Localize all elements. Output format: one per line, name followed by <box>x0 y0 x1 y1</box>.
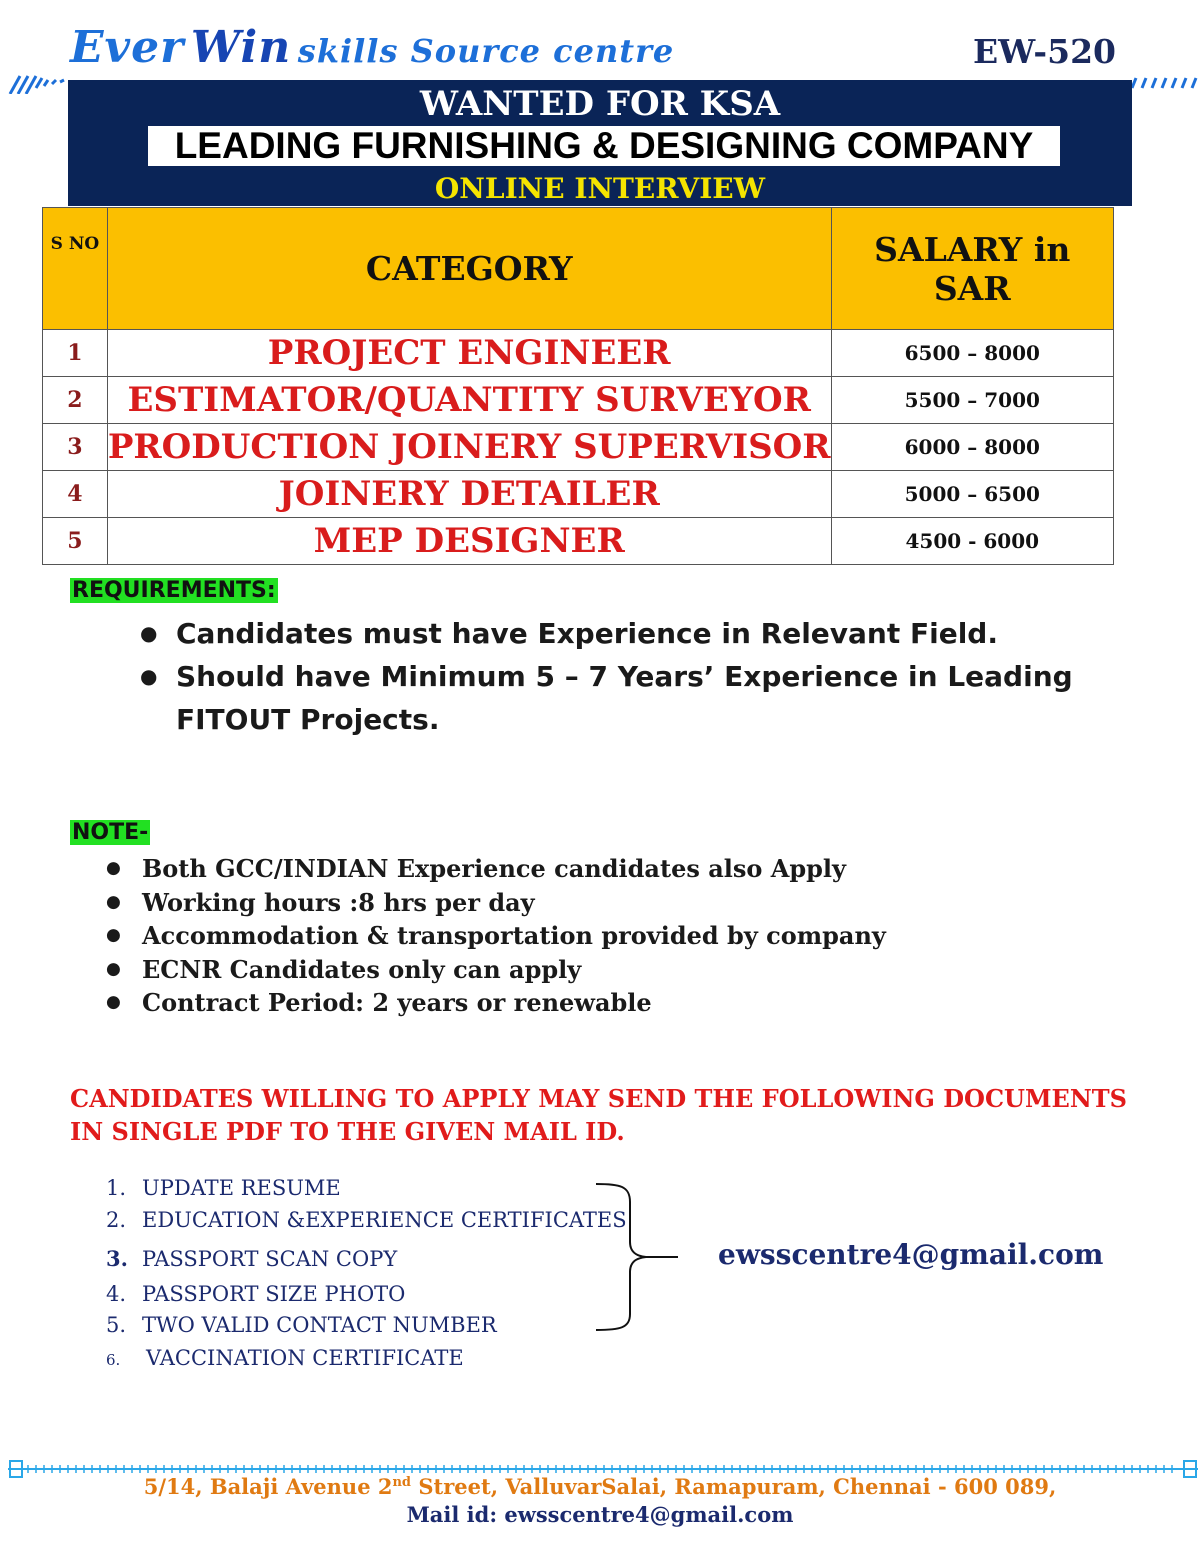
list-item: ● Candidates must have Experience in Relevant Field. <box>140 612 1140 655</box>
table-row <box>43 330 1114 377</box>
doc-label: EDUCATION &EXPERIENCE CERTIFICATES <box>142 1208 627 1232</box>
row-salary: 4500 - 6000 <box>831 518 1113 565</box>
row-category: PRODUCTION JOINERY SUPERVISOR <box>107 424 831 471</box>
list-item: ● Accommodation & transportation provided by company <box>106 919 1106 953</box>
row-sno: 1 <box>43 330 108 377</box>
doc-label: UPDATE RESUME <box>142 1176 341 1200</box>
footer-address <box>0 1474 1200 1499</box>
list-item <box>106 1346 464 1370</box>
note-label <box>70 820 150 845</box>
company-logo <box>70 22 674 73</box>
row-sno: 3 <box>43 424 108 471</box>
doc-number: 1. <box>106 1176 127 1200</box>
banner-interview-title: ONLINE INTERVIEW <box>434 172 766 205</box>
header-salary: SALARY in SAR <box>831 208 1113 330</box>
address-part: 5/14, Balaji Avenue 2 <box>143 1474 393 1499</box>
list-item <box>106 1176 341 1200</box>
list-item: ● Contract Period: 2 years or renewable <box>106 986 1106 1020</box>
title-banner <box>68 80 1132 206</box>
decorative-stripes-left <box>8 72 66 94</box>
header-sno: S NO <box>43 208 108 330</box>
row-sno: 5 <box>43 518 108 565</box>
row-sno: 4 <box>43 471 108 518</box>
row-category: MEP DESIGNER <box>107 518 831 565</box>
apply-instructions: CANDIDATES WILLING TO APPLY MAY SEND THE FOLLOWING DOCUMENTS IN SINGLE PDF TO THE GIVEN MAIL ID. <box>70 1084 1127 1146</box>
doc-label: TWO VALID CONTACT NUMBER <box>142 1313 497 1337</box>
row-category: PROJECT ENGINEER <box>107 330 831 377</box>
row-category: ESTIMATOR/QUANTITY SURVEYOR <box>107 377 831 424</box>
doc-label: PASSPORT SIZE PHOTO <box>142 1282 406 1306</box>
address-superscript: nd <box>392 1475 412 1490</box>
footer-mail: Mail id: ewsscentre4@gmail.com <box>406 1502 794 1527</box>
doc-label: VACCINATION CERTIFICATE <box>146 1346 464 1370</box>
logo-word-win: Win <box>190 22 292 73</box>
doc-number: 2. <box>106 1208 127 1232</box>
requirements-list <box>140 612 1140 741</box>
list-item <box>106 1246 397 1271</box>
decorative-stripes-right <box>1130 74 1198 90</box>
table-row <box>43 424 1114 471</box>
requirements-label <box>70 578 278 603</box>
list-item: ● ECNR Candidates only can apply <box>106 953 1106 987</box>
note-list <box>106 852 1106 1020</box>
list-item: ● Both GCC/INDIAN Experience candidates also Apply <box>106 852 1106 886</box>
doc-number: 4. <box>106 1282 127 1306</box>
list-item <box>106 1282 405 1306</box>
logo-word-rest: skills Source centre <box>297 32 675 70</box>
row-sno: 2 <box>43 377 108 424</box>
list-item: ● Working hours :8 hrs per day <box>106 886 1106 920</box>
curly-brace-icon <box>592 1180 682 1335</box>
requirements-heading: REQUIREMENTS: <box>72 578 276 603</box>
row-salary: 6000 – 8000 <box>831 424 1113 471</box>
list-item <box>106 1208 627 1232</box>
note-heading: NOTE- <box>72 820 149 845</box>
table-row <box>43 471 1114 518</box>
logo-word-ever: Ever <box>70 22 185 73</box>
job-code: EW-520 <box>973 32 1116 71</box>
banner-wanted-title: WANTED FOR KSA <box>419 84 781 124</box>
table-header-row <box>43 208 1114 330</box>
row-salary: 5000 – 6500 <box>831 471 1113 518</box>
doc-label: PASSPORT SCAN COPY <box>142 1247 398 1271</box>
banner-company-title: LEADING FURNISHING & DESIGNING COMPANY <box>148 126 1060 166</box>
contact-email[interactable]: ewsscentre4@gmail.com <box>718 1238 1104 1271</box>
address-part: Street, ValluvarSalai, Ramapuram, Chennai - 600 089, <box>411 1474 1057 1499</box>
list-item <box>106 1313 497 1337</box>
list-item: ● Should have Minimum 5 – 7 Years’ Experience in Leading FITOUT Projects. <box>140 655 1136 741</box>
row-salary: 6500 – 8000 <box>831 330 1113 377</box>
row-category: JOINERY DETAILER <box>107 471 831 518</box>
header-category: CATEGORY <box>107 208 831 330</box>
row-salary: 5500 – 7000 <box>831 377 1113 424</box>
doc-number: 5. <box>106 1313 127 1337</box>
jobs-table <box>42 207 1114 565</box>
doc-number: 6. <box>106 1351 121 1369</box>
table-row <box>43 518 1114 565</box>
doc-number: 3. <box>106 1246 128 1271</box>
table-row <box>43 377 1114 424</box>
